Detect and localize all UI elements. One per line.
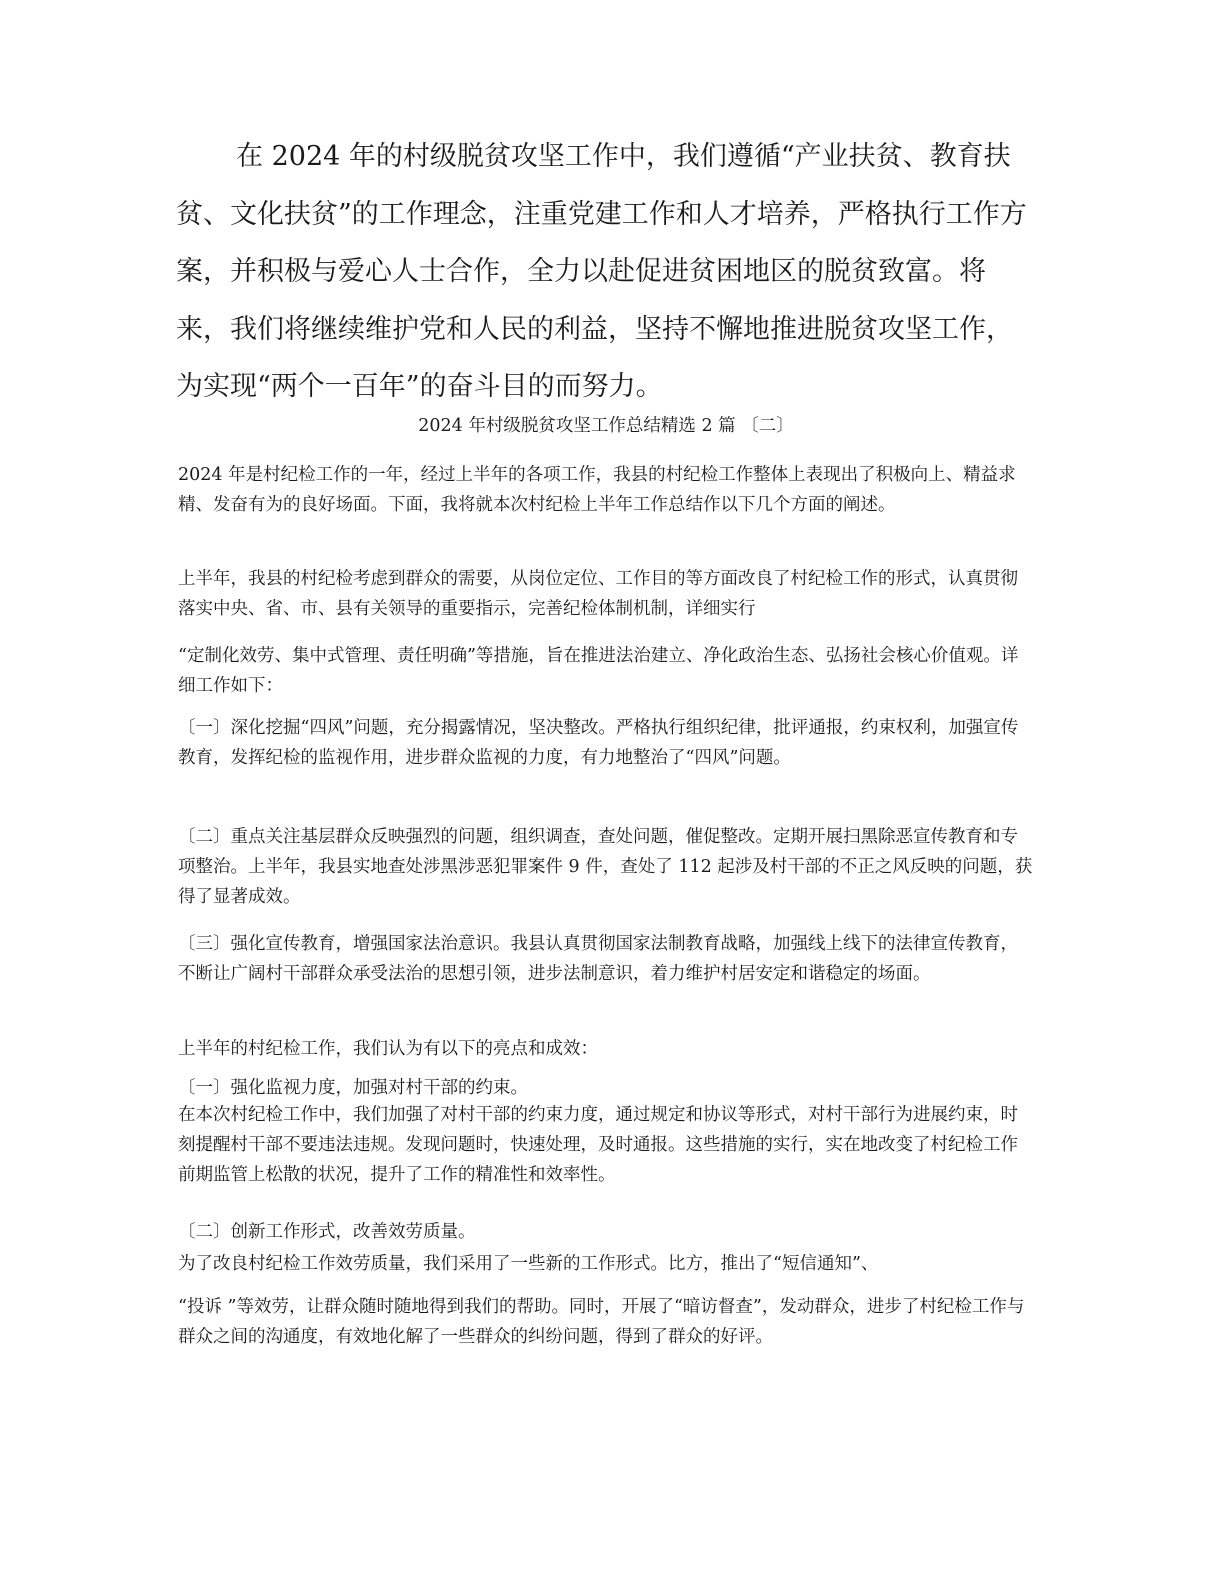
paragraph-6: 〔三〕强化宣传教育，增强国家法治意识。我县认真贯彻国家法制教育战略，加强线上线下的法律宣传教育，不断让广阔村干部群众承受法治的思想引领，进步法制意识，着力维护村居安定和谐稳定的场面。 <box>178 934 1018 984</box>
intro-paragraph: 在 2024 年的村级脱贫攻坚工作中，我们遵循“产业扶贫、教育扶贫、文化扶贫”的工作理念，注重党建工作和人才培养，严格执行工作方案，并积极与爱心人士合作，全力以赴促进贫困地区的脱贫致富。将来，我们将继续维护党和人民的利益，坚持不懈地推进脱贫攻坚工作，为实现“两个一百年”的奋斗目的而努力。 <box>176 141 1027 402</box>
paragraph-8: 〔一〕强化监视力度，加强对村干部的约束。 <box>178 1078 528 1098</box>
paragraph-7: 上半年的村纪检工作，我们认为有以下的亮点和成效： <box>178 1039 598 1059</box>
paragraph-2: 上半年，我县的村纪检考虑到群众的需要，从岗位定位、工作目的等方面改良了村纪检工作的形式，认真贯彻落实中央、省、市、县有关领导的重要指示，完善纪检体制机制，详细实行 <box>178 569 1018 619</box>
document-title: 2024 年村级脱贫攻坚工作总结精选 2 篇 〔二〕 <box>418 416 794 436</box>
paragraph-10: 〔二〕创新工作形式，改善效劳质量。 <box>178 1222 476 1242</box>
paragraph-12: “投诉 ”等效劳，让群众随时随地得到我们的帮助。同时，开展了“暗访督查”，发动群众，进步了村纪检工作与群众之间的沟通度，有效地化解了一些群众的纠纷问题，得到了群众的好评。 <box>178 1297 1025 1347</box>
paragraph-11: 为了改良村纪检工作效劳质量，我们采用了一些新的工作形式。比方，推出了“短信通知”、 <box>178 1254 879 1274</box>
paragraph-1: 2024 年是村纪检工作的一年，经过上半年的各项工作，我县的村纪检工作整体上表现出了积极向上、精益求精、发奋有为的良好场面。下面，我将就本次村纪检上半年工作总结作以下几个方面的阐述。 <box>178 465 1016 515</box>
paragraph-3: “定制化效劳、集中式管理、责任明确”等措施，旨在推进法治建立、净化政治生态、弘扬社会核心价值观。详细工作如下： <box>178 646 1019 696</box>
paragraph-9: 在本次村纪检工作中，我们加强了对村干部的约束力度，通过规定和协议等形式，对村干部行为进展约束，时刻提醒村干部不要违法违规。发现问题时，快速处理，及时通报。这些措施的实行，实在地改变了村纪检工作前期监管上松散的状况，提升了工作的精准性和效率性。 <box>178 1105 1018 1185</box>
paragraph-5: 〔二〕重点关注基层群众反映强烈的问题，组织调查，查处问题，催促整改。定期开展扫黑除恶宣传教育和专项整治。上半年，我县实地查处涉黑涉恶犯罪案件 9 件，查处了 112 起涉及村干部的不正之风反映的问题，获得了显著成效。 <box>178 827 1033 907</box>
paragraph-4: 〔一〕深化挖掘“四风”问题，充分揭露情况，坚决整改。严格执行组织纪律，批评通报，约束权利，加强宣传教育，发挥纪检的监视作用，进步群众监视的力度，有力地整治了“四风”问题。 <box>178 718 1019 768</box>
